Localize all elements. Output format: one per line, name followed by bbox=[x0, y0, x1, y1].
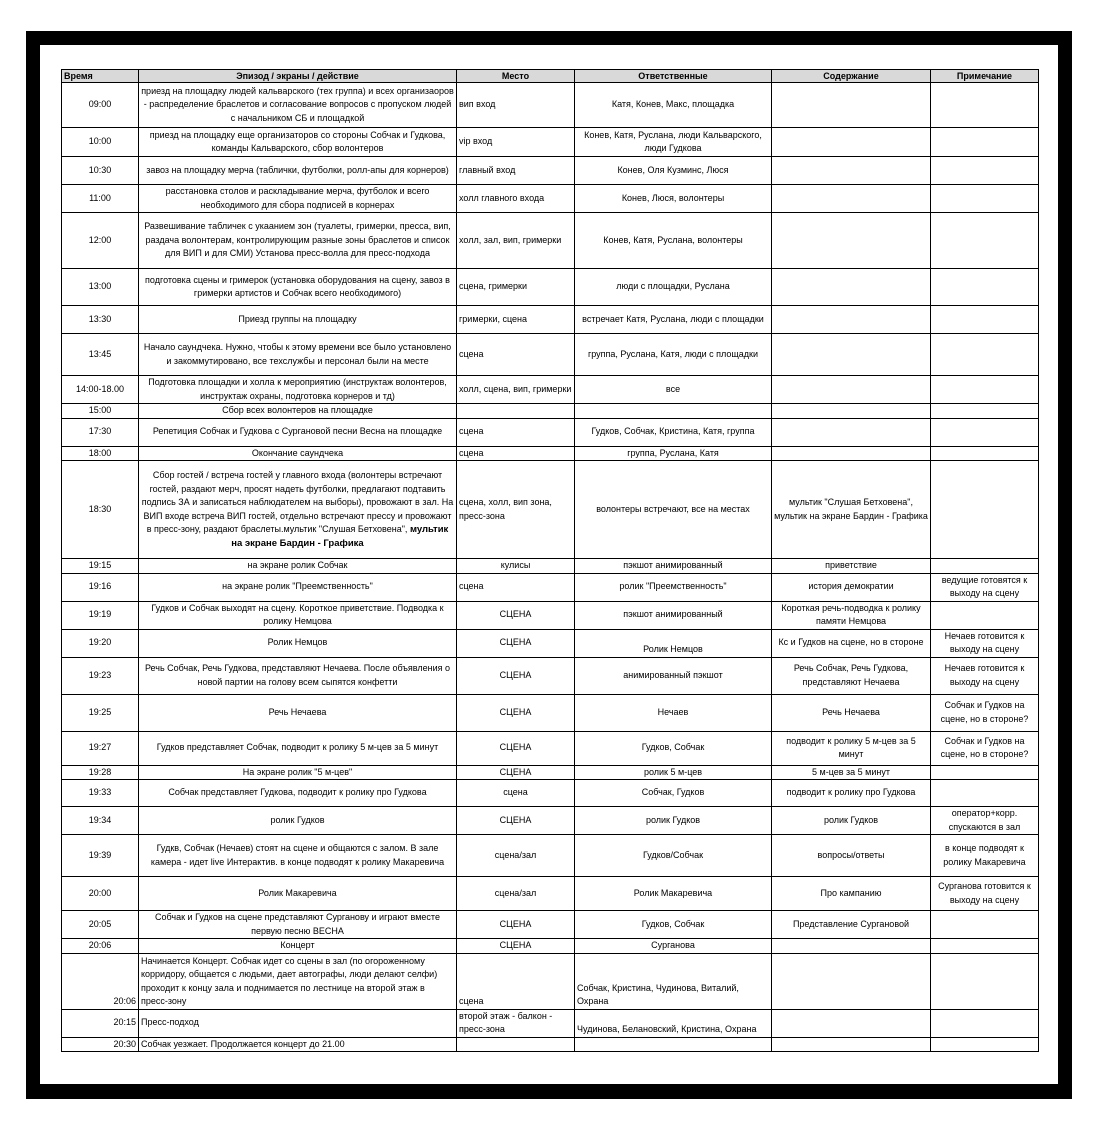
episode-cell: подготовка сцены и гримерок (установка оборудования на сцену, завоз в гримерки артистов и Собчак всего необходимого) bbox=[139, 269, 457, 306]
responsible-cell bbox=[575, 404, 772, 419]
content-cell bbox=[772, 334, 931, 376]
header-time: Время bbox=[62, 70, 139, 83]
episode-text: Сбор гостей / встреча гостей у главного входа (волонтеры встречают гостей, раздают мерч, просят надеть футболки, предлагают подтавить подпись ЗА и записаться наблюдателем на выборы), провожают в зал. На ВИП входе встреча ВИП гостей, отдельно встречают прессу и провожают в пресс-зону, раздают браслеты.мультик "Слушая Бетховена", bbox=[141, 470, 454, 534]
place-cell: второй этаж - балкон - пресс-зона bbox=[457, 1009, 575, 1037]
time-cell: 13:00 bbox=[62, 269, 139, 306]
place-cell: сцена/зал bbox=[457, 877, 575, 911]
responsible-cell: все bbox=[575, 376, 772, 404]
episode-cell: Репетиция Собчак и Гудкова с Сургановой песни Весна на площадке bbox=[139, 418, 457, 446]
responsible-cell: Нечаев bbox=[575, 694, 772, 731]
place-cell: главный вход bbox=[457, 157, 575, 185]
content-cell: подводит к ролику про Гудкова bbox=[772, 780, 931, 807]
place-cell: СЦЕНА bbox=[457, 601, 575, 629]
table-row bbox=[62, 877, 1039, 911]
place-cell bbox=[457, 1037, 575, 1052]
time-cell: 19:15 bbox=[62, 559, 139, 574]
responsible-cell: встречает Катя, Руслана, люди с площадки bbox=[575, 306, 772, 334]
table-row bbox=[62, 731, 1039, 765]
responsible-cell: Гудков/Собчак bbox=[575, 835, 772, 877]
time-cell: 19:34 bbox=[62, 807, 139, 835]
content-cell: приветствие bbox=[772, 559, 931, 574]
content-cell bbox=[772, 306, 931, 334]
time-cell: 20:15 bbox=[62, 1009, 139, 1037]
content-cell bbox=[772, 376, 931, 404]
content-cell bbox=[772, 213, 931, 269]
episode-cell: расстановка столов и раскладывание мерча, футболок и всего необходимого для сбора подписей в корнерах bbox=[139, 185, 457, 213]
content-cell: подводит к ролику 5 м-цев за 5 минут bbox=[772, 731, 931, 765]
note-cell: в конце подводят к ролику Макаревича bbox=[931, 835, 1039, 877]
place-cell: СЦЕНА bbox=[457, 731, 575, 765]
place-cell: кулисы bbox=[457, 559, 575, 574]
responsible-cell: ролик 5 м-цев bbox=[575, 765, 772, 780]
table-row bbox=[62, 559, 1039, 574]
episode-cell: на экране ролик "Преемственность" bbox=[139, 573, 457, 601]
note-cell: Нечаев готовится к выходу на сцену bbox=[931, 657, 1039, 694]
episode-cell bbox=[139, 461, 457, 559]
paper-sheet bbox=[40, 45, 1058, 1084]
responsible-cell: группа, Руслана, Катя bbox=[575, 446, 772, 461]
table-row bbox=[62, 306, 1039, 334]
content-cell: Представление Сургановой bbox=[772, 911, 931, 939]
table-row bbox=[62, 835, 1039, 877]
photo-frame bbox=[26, 31, 1072, 1099]
episode-cell: Гудкв, Собчак (Нечаев) стоят на сцене и общаются с залом. В зале камера - идет live Интерактив. в конце подводят к ролику Макаревича bbox=[139, 835, 457, 877]
note-cell bbox=[931, 1009, 1039, 1037]
table-row bbox=[62, 418, 1039, 446]
episode-cell: Начинается Концерт. Собчак идет со сцены в зал (по огороженному корридору, общается с людьми, дает автографы, люди делают селфи) проходит к концу зала и поднимается по лестнице на второй этаж в пресс-зону bbox=[139, 953, 457, 1009]
note-cell bbox=[931, 601, 1039, 629]
content-cell: Короткая речь-подводка к ролику памяти Немцова bbox=[772, 601, 931, 629]
table-row bbox=[62, 83, 1039, 128]
time-cell: 19:28 bbox=[62, 765, 139, 780]
table-row bbox=[62, 629, 1039, 657]
note-cell bbox=[931, 334, 1039, 376]
place-cell: сцена, гримерки bbox=[457, 269, 575, 306]
episode-cell: на экране ролик Собчак bbox=[139, 559, 457, 574]
table-row bbox=[62, 213, 1039, 269]
responsible-cell: группа, Руслана, Катя, люди с площадки bbox=[575, 334, 772, 376]
time-cell: 19:16 bbox=[62, 573, 139, 601]
episode-cell: Гудков и Собчак выходят на сцену. Короткое приветствие. Подводка к ролику Немцова bbox=[139, 601, 457, 629]
responsible-cell: Гудков, Собчак bbox=[575, 731, 772, 765]
content-cell: Про кампанию bbox=[772, 877, 931, 911]
time-cell: 20:00 bbox=[62, 877, 139, 911]
responsible-cell: Гудков, Собчак bbox=[575, 911, 772, 939]
note-cell: ведущие готовятся к выходу на сцену bbox=[931, 573, 1039, 601]
header-episode: Эпизод / экраны / действие bbox=[139, 70, 457, 83]
place-cell: сцена bbox=[457, 446, 575, 461]
responsible-cell: ролик Гудков bbox=[575, 807, 772, 835]
responsible-cell: пэкшот анимированный bbox=[575, 559, 772, 574]
content-cell: история демократии bbox=[772, 573, 931, 601]
episode-cell: ролик Гудков bbox=[139, 807, 457, 835]
place-cell: СЦЕНА bbox=[457, 939, 575, 954]
responsible-cell: Катя, Конев, Макс, площадка bbox=[575, 83, 772, 128]
content-cell bbox=[772, 446, 931, 461]
episode-cell: завоз на площадку мерча (таблички, футболки, ролл-апы для корнеров) bbox=[139, 157, 457, 185]
content-cell: Речь Собчак, Речь Гудкова, представляют Нечаева bbox=[772, 657, 931, 694]
note-cell bbox=[931, 269, 1039, 306]
place-cell: гримерки, сцена bbox=[457, 306, 575, 334]
place-cell: СЦЕНА bbox=[457, 629, 575, 657]
place-cell: холл главного входа bbox=[457, 185, 575, 213]
place-cell: холл, сцена, вип, гримерки bbox=[457, 376, 575, 404]
place-cell: сцена bbox=[457, 418, 575, 446]
episode-cell: приезд на площадку еще организаторов со стороны Собчак и Гудкова, команды Кальварского, сбор волонтеров bbox=[139, 128, 457, 157]
episode-cell: Собчак уезжает. Продолжается концерт до 21.00 bbox=[139, 1037, 457, 1052]
table-row bbox=[62, 953, 1039, 1009]
responsible-cell: анимированный пэкшот bbox=[575, 657, 772, 694]
place-cell bbox=[457, 404, 575, 419]
content-cell bbox=[772, 83, 931, 128]
time-cell: 19:33 bbox=[62, 780, 139, 807]
note-cell bbox=[931, 128, 1039, 157]
episode-cell: Гудков представляет Собчак, подводит к ролику 5 м-цев за 5 минут bbox=[139, 731, 457, 765]
table-row bbox=[62, 376, 1039, 404]
time-cell: 20:06 bbox=[62, 939, 139, 954]
place-cell: СЦЕНА bbox=[457, 807, 575, 835]
content-cell bbox=[772, 939, 931, 954]
episode-cell: приезд на площадку людей кальварского (тех группа) и всех организаоров - распределение браслетов и согласование вопросов с пропуском людей с начальником СБ и площадкой bbox=[139, 83, 457, 128]
time-cell: 17:30 bbox=[62, 418, 139, 446]
note-cell bbox=[931, 306, 1039, 334]
time-cell: 13:45 bbox=[62, 334, 139, 376]
content-cell: вопросы/ответы bbox=[772, 835, 931, 877]
responsible-cell: Ролик Макаревича bbox=[575, 877, 772, 911]
table-row bbox=[62, 461, 1039, 559]
time-cell: 19:20 bbox=[62, 629, 139, 657]
time-cell: 20:30 bbox=[62, 1037, 139, 1052]
responsible-cell: люди с площадки, Руслана bbox=[575, 269, 772, 306]
note-cell bbox=[931, 765, 1039, 780]
note-cell: оператор+корр. спускаются в зал bbox=[931, 807, 1039, 835]
note-cell bbox=[931, 446, 1039, 461]
place-cell: vip вход bbox=[457, 128, 575, 157]
content-cell bbox=[772, 128, 931, 157]
responsible-cell: Конев, Катя, Руслана, волонтеры bbox=[575, 213, 772, 269]
episode-cell: Развешивание табличек с укаанием зон (туалеты, гримерки, пресса, вип, раздача волонтерам, контролирующим разные зоны браслетов и список для ВИП и для СМИ) Установа пресс-волла для пресс-подхода bbox=[139, 213, 457, 269]
responsible-cell: Конев, Катя, Руслана, люди Кальварского, люди Гудкова bbox=[575, 128, 772, 157]
episode-bold-text: мультик на экране Бардин - Графика bbox=[231, 524, 449, 549]
table-row bbox=[62, 694, 1039, 731]
note-cell bbox=[931, 418, 1039, 446]
episode-cell: Концерт bbox=[139, 939, 457, 954]
time-cell: 14:00-18.00 bbox=[62, 376, 139, 404]
time-cell: 09:00 bbox=[62, 83, 139, 128]
table-row bbox=[62, 911, 1039, 939]
note-cell: Сурганова готовится к выходу на сцену bbox=[931, 877, 1039, 911]
table-row bbox=[62, 573, 1039, 601]
time-cell: 18:30 bbox=[62, 461, 139, 559]
place-cell: сцена bbox=[457, 780, 575, 807]
time-cell: 19:27 bbox=[62, 731, 139, 765]
content-cell bbox=[772, 404, 931, 419]
time-cell: 15:00 bbox=[62, 404, 139, 419]
time-cell: 12:00 bbox=[62, 213, 139, 269]
note-cell bbox=[931, 83, 1039, 128]
table-row bbox=[62, 601, 1039, 629]
responsible-cell: Конев, Оля Кузминс, Люся bbox=[575, 157, 772, 185]
note-cell bbox=[931, 1037, 1039, 1052]
table-row bbox=[62, 807, 1039, 835]
time-cell: 13:30 bbox=[62, 306, 139, 334]
episode-cell: Ролик Макаревича bbox=[139, 877, 457, 911]
note-cell bbox=[931, 559, 1039, 574]
episode-cell: Речь Нечаева bbox=[139, 694, 457, 731]
episode-cell: Окончание саундчека bbox=[139, 446, 457, 461]
table-row bbox=[62, 128, 1039, 157]
time-cell: 10:30 bbox=[62, 157, 139, 185]
content-cell bbox=[772, 185, 931, 213]
time-cell: 19:19 bbox=[62, 601, 139, 629]
content-cell: Речь Нечаева bbox=[772, 694, 931, 731]
responsible-cell: Собчак, Кристина, Чудинова, Виталий, Охрана bbox=[575, 953, 772, 1009]
content-cell: Кс и Гудков на сцене, но в стороне bbox=[772, 629, 931, 657]
place-cell: СЦЕНА bbox=[457, 765, 575, 780]
time-cell: 19:39 bbox=[62, 835, 139, 877]
responsible-cell: волонтеры встречают, все на местах bbox=[575, 461, 772, 559]
table-row bbox=[62, 185, 1039, 213]
responsible-cell: Конев, Люся, волонтеры bbox=[575, 185, 772, 213]
episode-cell: Начало саундчека. Нужно, чтобы к этому времени все было установлено и закоммутировано, все техслужбы и персонал были на месте bbox=[139, 334, 457, 376]
responsible-cell: Гудков, Собчак, Кристина, Катя, группа bbox=[575, 418, 772, 446]
episode-cell: Сбор всех волонтеров на площадке bbox=[139, 404, 457, 419]
episode-cell: Речь Собчак, Речь Гудкова, представляют Нечаева. После объявления о новой партии на голову всем сыпятся конфетти bbox=[139, 657, 457, 694]
note-cell bbox=[931, 461, 1039, 559]
time-cell: 20:05 bbox=[62, 911, 139, 939]
note-cell bbox=[931, 953, 1039, 1009]
content-cell bbox=[772, 418, 931, 446]
responsible-cell: Чудинова, Белановский, Кристина, Охрана bbox=[575, 1009, 772, 1037]
note-cell: Нечаев готовится к выходу на сцену bbox=[931, 629, 1039, 657]
table-row bbox=[62, 1009, 1039, 1037]
table-row bbox=[62, 765, 1039, 780]
place-cell: СЦЕНА bbox=[457, 911, 575, 939]
note-cell bbox=[931, 911, 1039, 939]
content-cell bbox=[772, 269, 931, 306]
episode-cell: Пресс-подход bbox=[139, 1009, 457, 1037]
header-place: Место bbox=[457, 70, 575, 83]
content-cell: ролик Гудков bbox=[772, 807, 931, 835]
time-cell: 20:06 bbox=[62, 953, 139, 1009]
place-cell: сцена bbox=[457, 953, 575, 1009]
episode-cell: Приезд группы на площадку bbox=[139, 306, 457, 334]
time-cell: 19:25 bbox=[62, 694, 139, 731]
header-note: Примечание bbox=[931, 70, 1039, 83]
responsible-cell bbox=[575, 1037, 772, 1052]
content-cell bbox=[772, 157, 931, 185]
note-cell bbox=[931, 185, 1039, 213]
table-row bbox=[62, 657, 1039, 694]
time-cell: 10:00 bbox=[62, 128, 139, 157]
table-row bbox=[62, 157, 1039, 185]
place-cell: СЦЕНА bbox=[457, 694, 575, 731]
table-row bbox=[62, 269, 1039, 306]
episode-cell: Собчак и Гудков на сцене представляют Сурганову и играют вместе первую песню ВЕСНА bbox=[139, 911, 457, 939]
responsible-cell: пэкшот анимированный bbox=[575, 601, 772, 629]
header-content: Содержание bbox=[772, 70, 931, 83]
place-cell: сцена/зал bbox=[457, 835, 575, 877]
schedule-table bbox=[61, 69, 1039, 1052]
responsible-cell: Сурганова bbox=[575, 939, 772, 954]
table-row bbox=[62, 446, 1039, 461]
place-cell: вип вход bbox=[457, 83, 575, 128]
place-cell: сцена, холл, вип зона, пресс-зона bbox=[457, 461, 575, 559]
table-row bbox=[62, 780, 1039, 807]
responsible-cell: ролик "Преемственность" bbox=[575, 573, 772, 601]
note-cell bbox=[931, 404, 1039, 419]
note-cell bbox=[931, 780, 1039, 807]
table-row bbox=[62, 939, 1039, 954]
content-cell: мультик "Слушая Бетховена", мультик на экране Бардин - Графика bbox=[772, 461, 931, 559]
episode-cell: Собчак представляет Гудкова, подводит к ролику про Гудкова bbox=[139, 780, 457, 807]
table-row bbox=[62, 334, 1039, 376]
episode-cell: Подготовка площадки и холла к мероприятию (инструктаж волонтеров, инструктаж охраны, подготовка корнеров и тд) bbox=[139, 376, 457, 404]
responsible-cell: Собчак, Гудков bbox=[575, 780, 772, 807]
episode-cell: Ролик Немцов bbox=[139, 629, 457, 657]
table-row bbox=[62, 1037, 1039, 1052]
table-row bbox=[62, 404, 1039, 419]
content-cell: 5 м-цев за 5 минут bbox=[772, 765, 931, 780]
place-cell: холл, зал, вип, гримерки bbox=[457, 213, 575, 269]
responsible-cell: Ролик Немцов bbox=[575, 629, 772, 657]
time-cell: 18:00 bbox=[62, 446, 139, 461]
note-cell bbox=[931, 376, 1039, 404]
header-row bbox=[62, 70, 1039, 83]
place-cell: сцена bbox=[457, 573, 575, 601]
content-cell bbox=[772, 1009, 931, 1037]
header-responsible: Ответственные bbox=[575, 70, 772, 83]
time-cell: 19:23 bbox=[62, 657, 139, 694]
note-cell bbox=[931, 939, 1039, 954]
time-cell: 11:00 bbox=[62, 185, 139, 213]
note-cell bbox=[931, 157, 1039, 185]
content-cell bbox=[772, 953, 931, 1009]
note-cell: Собчак и Гудков на сцене, но в стороне? bbox=[931, 731, 1039, 765]
note-cell bbox=[931, 213, 1039, 269]
place-cell: сцена bbox=[457, 334, 575, 376]
note-cell: Собчак и Гудков на сцене, но в стороне? bbox=[931, 694, 1039, 731]
place-cell: СЦЕНА bbox=[457, 657, 575, 694]
episode-cell: На экране ролик "5 м-цев" bbox=[139, 765, 457, 780]
content-cell bbox=[772, 1037, 931, 1052]
